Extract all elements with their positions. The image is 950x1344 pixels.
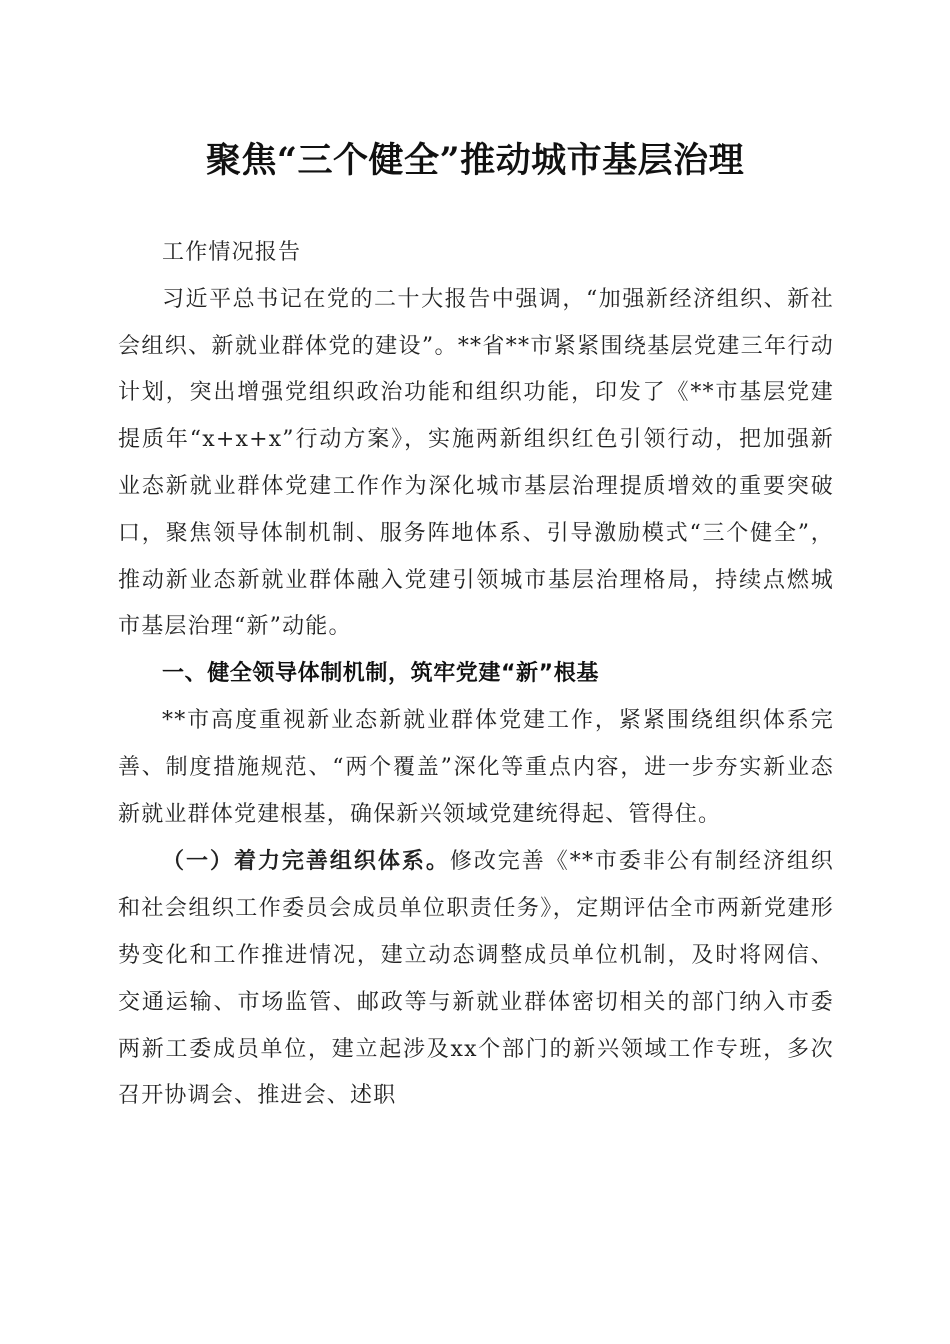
document-title: 聚焦“三个健全”推动城市基层治理	[205, 140, 745, 181]
subsection-1-paragraph	[118, 838, 834, 1120]
document-subtitle: 工作情况报告	[162, 240, 302, 265]
subsection-1-body: 修改完善《**市委非公有制经济组织和社会组织工作委员会成员单位职责任务》，定期评估全市两新党建形势变化和工作推进情况，建立动态调整成员单位机制，及时将网信、交通运输、市场监管、邮政等与新就业群体密切相关的部门纳入市委两新工委成员单位，建立起涉及xx个部门的新兴领域工作专班，多次召开协调会、推进会、述职	[118, 849, 835, 1109]
document-body	[118, 230, 834, 1120]
section-1-heading: 一、健全领导体制机制，筑牢党建“新”根基	[162, 661, 599, 687]
section-1-paragraph: **市高度重视新业态新就业群体党建工作，紧紧围绕组织体系完善、制度措施规范、“两个覆盖”深化等重点内容，进一步夯实新业态新就业群体党建根基，确保新兴领域党建统得起、管得住。	[118, 707, 834, 827]
intro-paragraph: 习近平总书记在党的二十大报告中强调，“加强新经济组织、新社会组织、新就业群体党的建设”。**省**市紧紧围绕基层党建三年行动计划，突出增强党组织政治功能和组织功能，印发了《**市基层党建提质年“x+x+x”行动方案》，实施两新组织红色引领行动，把加强新业态新就业群体党建工作作为深化城市基层治理提质增效的重要突破口，聚焦领导体制机制、服务阵地体系、引导激励模式“三个健全”，推动新业态新就业群体融入党建引领城市基层治理格局，持续点燃城市基层治理“新”动能。	[118, 286, 834, 640]
subsection-1-heading: （一）着力完善组织体系。	[162, 848, 450, 875]
